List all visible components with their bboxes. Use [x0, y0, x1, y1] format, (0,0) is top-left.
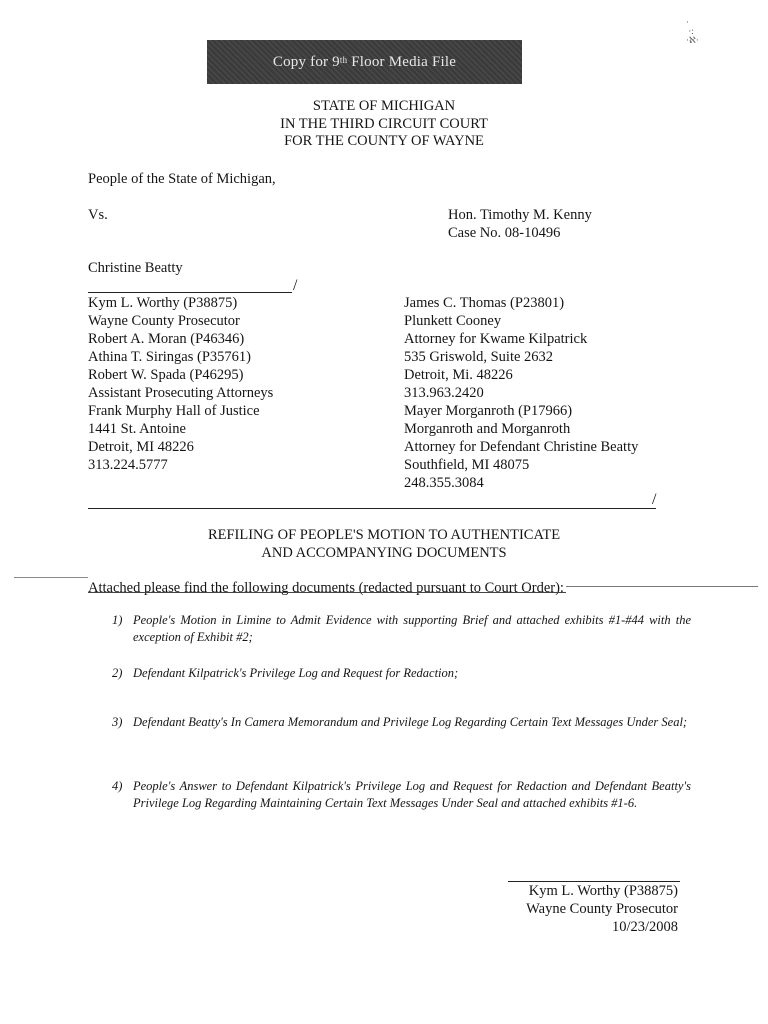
scan-artifact: · ·: ·ℵ· — [686, 17, 699, 45]
item-text: People's Motion in Limine to Admit Evidence with supporting Brief and attached exhibits #1-#44 with the exception of Exhibit #2; — [133, 613, 691, 644]
caption-divider — [88, 292, 292, 293]
counsel-line: Attorney for Defendant Christine Beatty — [404, 439, 639, 455]
plaintiff-name: People of the State of Michigan, — [88, 171, 276, 187]
stamp-superscript: th — [339, 55, 348, 65]
signature-date: 10/23/2008 — [611, 919, 678, 935]
counsel-line: Assistant Prosecuting Attorneys — [88, 385, 274, 401]
counsel-line: Mayer Morganroth (P17966) — [404, 403, 573, 419]
strike-line — [88, 592, 566, 593]
item-text: Defendant Beatty's In Camera Memorandum and Privilege Log Regarding Certain Text Messages Under Seal; — [133, 715, 688, 729]
item-number: 3) — [112, 715, 123, 729]
court-header-line: STATE OF MICHIGAN — [312, 98, 456, 114]
stamp-text-rest: Floor Media File — [347, 53, 457, 70]
counsel-line: 535 Griswold, Suite 2632 — [404, 349, 554, 365]
counsel-line: 1441 St. Antoine — [88, 421, 186, 437]
court-header-line: IN THE THIRD CIRCUIT COURT — [280, 115, 488, 132]
caption-slash: / — [293, 277, 298, 294]
counsel-line: Southfield, MI 48075 — [404, 457, 530, 473]
signature-title: Wayne County Prosecutor — [526, 901, 678, 917]
counsel-divider — [88, 508, 656, 509]
attached-intro: Attached please find the following documents (redacted pursuant to Court Order): — [88, 580, 564, 596]
counsel-line: Detroit, Mi. 48226 — [404, 367, 513, 383]
counsel-line: Robert W. Spada (P46295) — [88, 367, 244, 383]
defendant-name: Christine Beatty — [88, 260, 183, 276]
title-line: AND ACCOMPANYING DOCUMENTS — [261, 544, 507, 561]
prosecution-counsel-block — [88, 294, 273, 474]
title-line: REFILING OF PEOPLE'S MOTION TO AUTHENTICATE — [207, 527, 561, 543]
counsel-line: Wayne County Prosecutor — [88, 313, 240, 329]
case-number: Case No. 08-10496 — [448, 225, 561, 241]
scan-line — [14, 577, 88, 578]
counsel-line: 248.355.3084 — [404, 475, 484, 491]
versus-label: Vs. — [88, 207, 108, 223]
stamp-text: Copy for 9 — [272, 53, 340, 70]
counsel-line: Frank Murphy Hall of Justice — [88, 403, 260, 419]
counsel-line: Athina T. Siringas (P35761) — [88, 349, 251, 365]
counsel-line: 313.224.5777 — [88, 457, 168, 473]
defense-counsel-block — [404, 294, 638, 492]
court-header — [200, 98, 568, 151]
counsel-line: Plunkett Cooney — [404, 313, 502, 329]
media-file-stamp — [207, 40, 522, 84]
court-header-line: FOR THE COUNTY OF WAYNE — [284, 133, 484, 149]
counsel-line: Kym L. Worthy (P38875) — [88, 295, 238, 311]
signature-name: Kym L. Worthy (P38875) — [528, 883, 678, 899]
item-number: 2) — [112, 666, 123, 680]
item-number: 4) — [112, 779, 123, 793]
counsel-slash: / — [652, 491, 657, 508]
item-text: People's Answer to Defendant Kilpatrick's Privilege Log and Request for Redaction and Defendant Beatty's Privilege Log Regarding Maintaining Certain Text Messages Under Seal and attached exhibits #1-6. — [133, 779, 691, 810]
counsel-line: 313.963.2420 — [404, 385, 484, 401]
item-number: 1) — [112, 613, 123, 627]
item-text: Defendant Kilpatrick's Privilege Log and Request for Redaction; — [133, 666, 459, 680]
counsel-line: Detroit, MI 48226 — [88, 439, 194, 455]
judge-name: Hon. Timothy M. Kenny — [448, 207, 592, 223]
counsel-line: James C. Thomas (P23801) — [404, 295, 565, 311]
scan-line — [566, 586, 758, 587]
counsel-line: Morganroth and Morganroth — [404, 421, 571, 437]
counsel-line: Attorney for Kwame Kilpatrick — [404, 331, 588, 347]
counsel-line: Robert A. Moran (P46346) — [88, 331, 245, 347]
document-title — [180, 527, 588, 562]
signature-block — [490, 882, 678, 936]
